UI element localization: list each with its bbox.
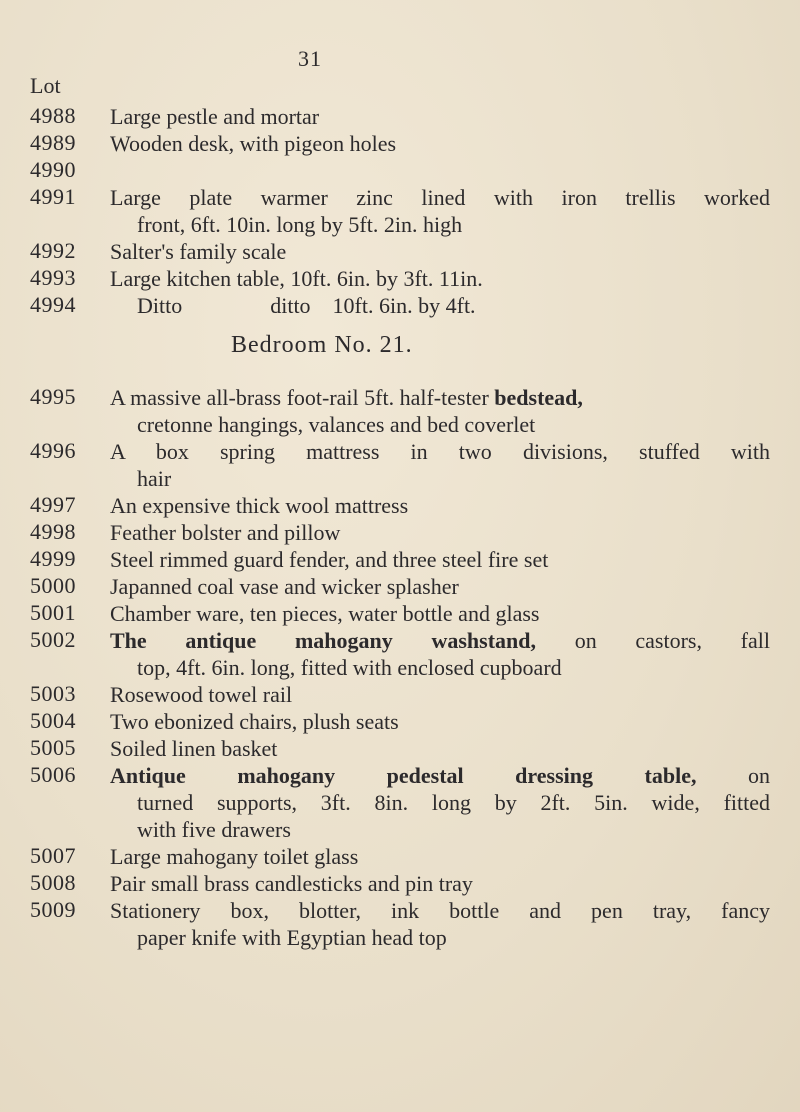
lot-description xyxy=(110,265,770,292)
lot-number: 4996 xyxy=(30,438,76,463)
description-line: Steel rimmed guard fender, and three steel fire set xyxy=(110,547,549,572)
description-line: paper knife with Egyptian head top xyxy=(137,925,447,950)
lot-description xyxy=(110,546,770,573)
description-line: Rosewood towel rail xyxy=(110,682,293,707)
section-title: Bedroom No. 21. xyxy=(231,332,413,358)
bold-headword: bedstead, xyxy=(494,385,583,410)
lot-column-header: Lot xyxy=(30,73,61,98)
lot-number: 5006 xyxy=(30,762,76,787)
description-line: Chamber ware, ten pieces, water bottle and glass xyxy=(110,601,540,626)
lot-description xyxy=(110,238,770,265)
lot-number: 4994 xyxy=(30,292,76,317)
lot-description xyxy=(110,762,770,843)
lot-description xyxy=(110,600,770,627)
lot-description xyxy=(110,292,770,319)
description-line: The antique mahogany washstand, on castors, fall xyxy=(110,628,771,653)
lot-number: 4999 xyxy=(30,546,76,571)
lot-number: 5007 xyxy=(30,843,76,868)
description-line: turned supports, 3ft. 8in. long by 2ft. 5in. wide, fitted xyxy=(137,790,770,815)
lot-number: 4997 xyxy=(30,492,76,517)
page-number: 31 xyxy=(298,46,322,71)
bold-headword: Antique mahogany pedestal dressing table, xyxy=(110,763,697,788)
lot-description xyxy=(110,897,770,951)
lot-description xyxy=(110,492,770,519)
lot-number: 4998 xyxy=(30,519,76,544)
description-line: Antique mahogany pedestal dressing table, on xyxy=(110,763,771,788)
lot-description xyxy=(110,130,770,157)
description-line: cretonne hangings, valances and bed coverlet xyxy=(137,412,536,437)
description-line: Ditto ditto 10ft. 6in. by 4ft. xyxy=(137,293,476,318)
description-line: Stationery box, blotter, ink bottle and pen tray, fancy xyxy=(110,898,770,923)
lot-description xyxy=(110,627,770,681)
lot-number: 4988 xyxy=(30,103,76,128)
lot-description xyxy=(110,184,770,238)
lot-description xyxy=(110,735,770,762)
description-line: Two ebonized chairs, plush seats xyxy=(110,709,399,734)
lot-description xyxy=(110,438,770,492)
lot-number: 4995 xyxy=(30,384,76,409)
description-line: Pair small brass candlesticks and pin tray xyxy=(110,871,473,896)
description-line: A massive all-brass foot-rail 5ft. half-tester bedstead, xyxy=(110,385,583,410)
description-line: Large kitchen table, 10ft. 6in. by 3ft. 11in. xyxy=(110,266,483,291)
lot-description xyxy=(110,870,770,897)
description-line: A box spring mattress in two divisions, stuffed with xyxy=(110,439,770,464)
lot-number: 5002 xyxy=(30,627,76,652)
lot-number: 5001 xyxy=(30,600,76,625)
lot-description xyxy=(110,103,770,130)
description-line: Japanned coal vase and wicker splasher xyxy=(110,574,459,599)
lot-number: 5000 xyxy=(30,573,76,598)
description-line: An expensive thick wool mattress xyxy=(110,493,409,518)
description-line: Large mahogany toilet glass xyxy=(110,844,359,869)
lot-description xyxy=(110,384,770,438)
description-line: Soiled linen basket xyxy=(110,736,278,761)
lot-description xyxy=(110,708,770,735)
lot-number: 5004 xyxy=(30,708,76,733)
description-line: Salter's family scale xyxy=(110,239,287,264)
lot-number: 4989 xyxy=(30,130,76,155)
bold-headword: The antique mahogany washstand, xyxy=(110,628,537,653)
lot-description xyxy=(110,681,770,708)
lot-description xyxy=(110,519,770,546)
lot-number: 4991 xyxy=(30,184,76,209)
lot-number: 5009 xyxy=(30,897,76,922)
lot-number: 4992 xyxy=(30,238,76,263)
description-line: with five drawers xyxy=(137,817,291,842)
description-line: front, 6ft. 10in. long by 5ft. 2in. high xyxy=(137,212,463,237)
lot-description xyxy=(110,843,770,870)
lot-number: 4990 xyxy=(30,157,76,182)
lot-number: 5008 xyxy=(30,870,76,895)
description-line: Feather bolster and pillow xyxy=(110,520,341,545)
description-line: Wooden desk, with pigeon holes xyxy=(110,131,397,156)
lot-number: 5003 xyxy=(30,681,76,706)
lot-number: 5005 xyxy=(30,735,76,760)
description-line: hair xyxy=(137,466,172,491)
lot-number: 4993 xyxy=(30,265,76,290)
description-line: Large plate warmer zinc lined with iron trellis worked xyxy=(110,185,770,210)
description-line: Large pestle and mortar xyxy=(110,104,320,129)
description-line: top, 4ft. 6in. long, fitted with enclosed cupboard xyxy=(137,655,562,680)
lot-description xyxy=(110,573,770,600)
